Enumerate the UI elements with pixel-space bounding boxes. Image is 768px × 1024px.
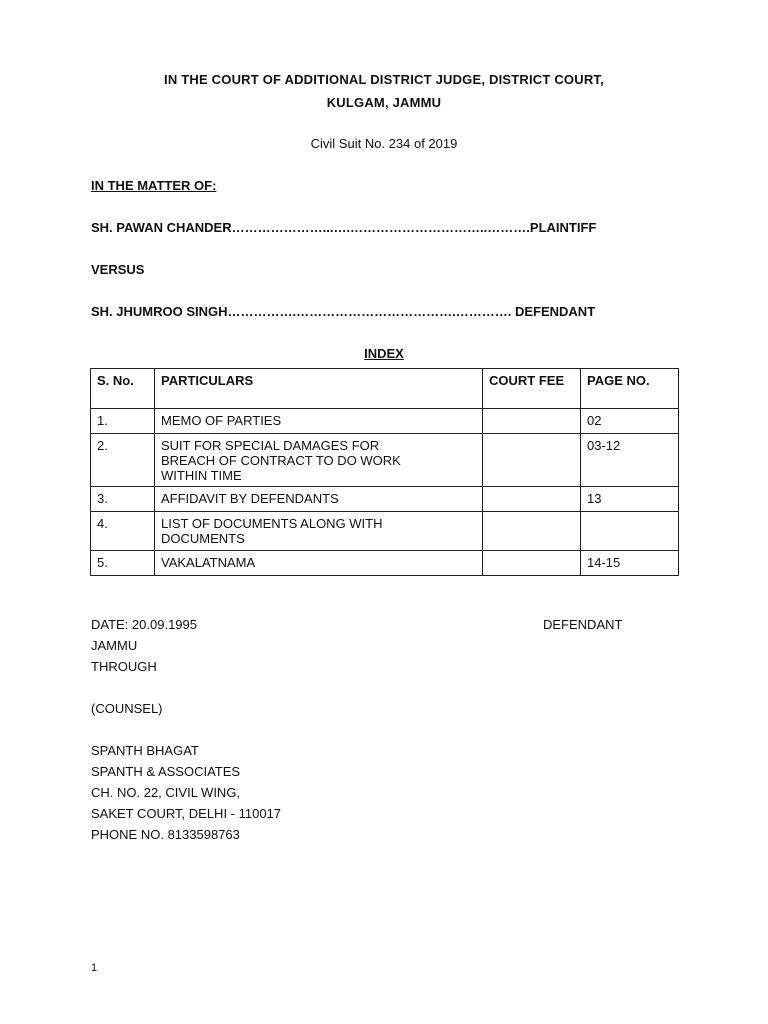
defendant-line: [91, 304, 669, 319]
table-row: [91, 409, 679, 434]
cell-fee: [483, 487, 581, 512]
header-page-no: PAGE NO.: [581, 369, 679, 409]
index-table: [90, 368, 679, 576]
index-title: INDEX: [364, 346, 404, 361]
cell-sno: 2.: [91, 434, 155, 487]
table-row: [91, 551, 679, 576]
cell-page: 14-15: [581, 551, 679, 576]
court-heading-line2: KULGAM, JAMMU: [326, 95, 442, 110]
cell-particulars: LIST OF DOCUMENTS ALONG WITH DOCUMENTS: [155, 512, 483, 551]
defendant-role: DEFENDANT: [511, 304, 596, 319]
table-row: [91, 512, 679, 551]
footer-party: DEFENDANT: [543, 617, 623, 632]
cell-page: 13: [581, 487, 679, 512]
counsel-phone: PHONE NO. 8133598763: [91, 827, 240, 842]
versus-label: VERSUS: [91, 262, 145, 277]
suit-number: Civil Suit No. 234 of 2019: [310, 136, 458, 151]
counsel-name: SPANTH BHAGAT: [91, 743, 199, 758]
cell-fee: [483, 409, 581, 434]
footer-through: THROUGH: [91, 659, 157, 674]
counsel-firm: SPANTH & ASSOCIATES: [91, 764, 241, 779]
cell-particulars: SUIT FOR SPECIAL DAMAGES FOR BREACH OF CONTRACT TO DO WORK WITHIN TIME: [155, 434, 483, 487]
cell-fee: [483, 434, 581, 487]
plaintiff-dots: …………………...….…………………………..……….: [231, 220, 530, 235]
matter-heading: IN THE MATTER OF:: [91, 178, 217, 193]
table-row: [91, 487, 679, 512]
plaintiff-name: SH. PAWAN CHANDER: [91, 220, 232, 235]
cell-page: 02: [581, 409, 679, 434]
counsel-chamber: CH. NO. 22, CIVIL WING,: [91, 785, 241, 800]
cell-particulars: VAKALATNAMA: [155, 551, 483, 576]
cell-particulars: AFFIDAVIT BY DEFENDANTS: [155, 487, 483, 512]
plaintiff-role: PLAINTIFF: [529, 220, 597, 235]
cell-sno: 5.: [91, 551, 155, 576]
counsel-court-address: SAKET COURT, DELHI - 110017: [91, 806, 282, 821]
cell-particulars: MEMO OF PARTIES: [155, 409, 483, 434]
table-header-row: [91, 369, 679, 409]
cell-sno: 4.: [91, 512, 155, 551]
cell-fee: [483, 512, 581, 551]
plaintiff-line: [91, 220, 669, 235]
footer-place: JAMMU: [91, 638, 138, 653]
footer-date: DATE: 20.09.1995: [91, 617, 197, 632]
footer-counsel: (COUNSEL): [91, 701, 163, 716]
cell-sno: 3.: [91, 487, 155, 512]
defendant-dots: …………….……………………………….………….: [227, 304, 512, 319]
cell-page: 03-12: [581, 434, 679, 487]
header-court-fee: COURT FEE: [483, 369, 581, 409]
page-number: 1: [91, 962, 98, 974]
table-row: [91, 434, 679, 487]
header-sno: S. No.: [91, 369, 155, 409]
court-heading-line1: IN THE COURT OF ADDITIONAL DISTRICT JUDGE, DISTRICT COURT,: [164, 72, 604, 87]
cell-page: [581, 512, 679, 551]
header-particulars: PARTICULARS: [155, 369, 483, 409]
cell-sno: 1.: [91, 409, 155, 434]
defendant-name: SH. JHUMROO SINGH: [91, 304, 228, 319]
cell-fee: [483, 551, 581, 576]
